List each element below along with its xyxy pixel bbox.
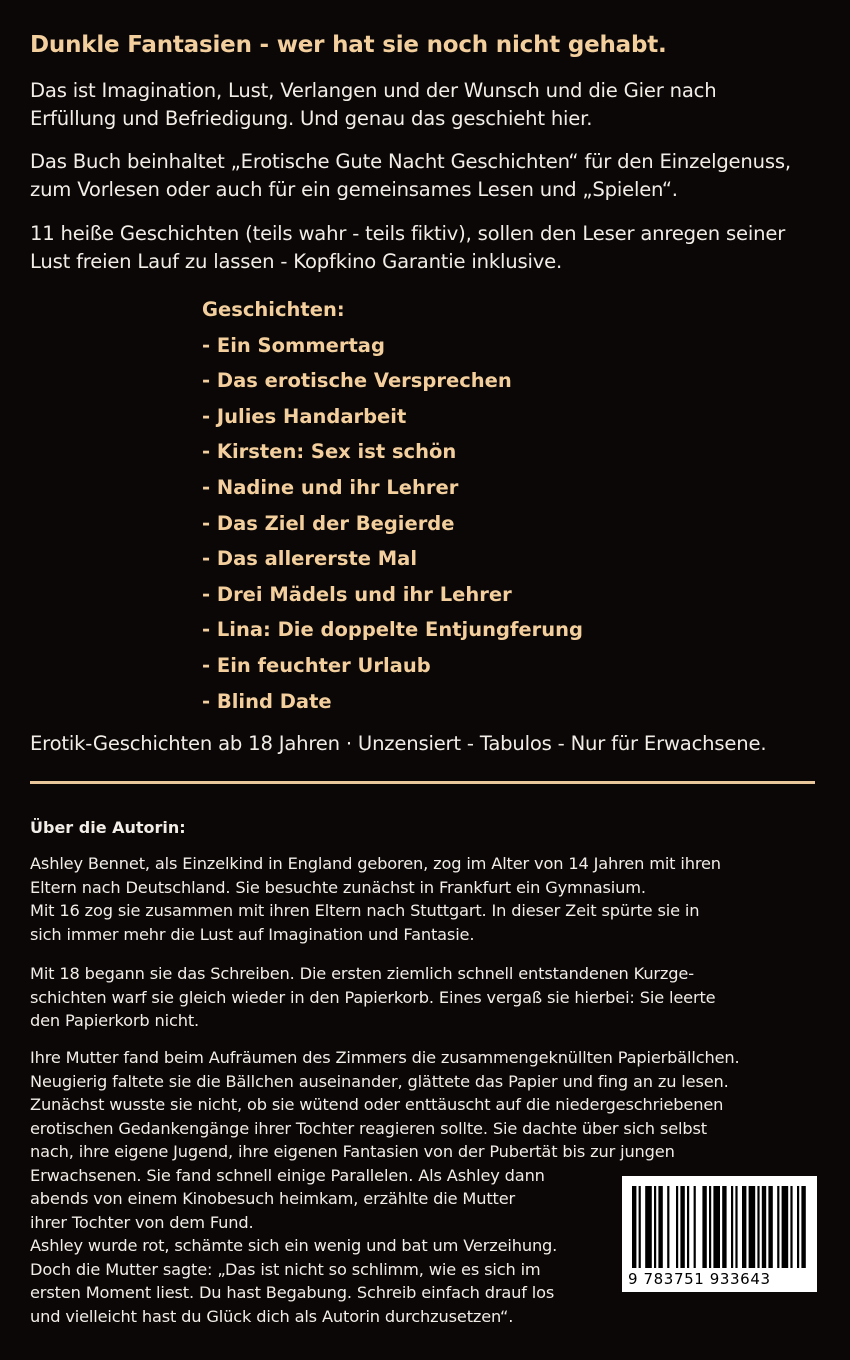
text-line: abends von einem Kinobesuch heimkam, erzählte die Mutter: [30, 1189, 516, 1208]
text-line: Doch die Mutter sagte: „Das ist nicht so schlimm, wie es sich im: [30, 1259, 541, 1279]
isbn-number: 9 783751 933643: [628, 1270, 771, 1288]
story-item: - Das allererste Mal: [202, 547, 418, 571]
barcode-bar: [687, 1186, 689, 1268]
bio-paragraph-1: [30, 852, 830, 946]
intro-paragraph-1: [30, 77, 830, 133]
barcode-bar: [782, 1186, 789, 1268]
story-item: - Ein Sommertag: [202, 333, 385, 357]
text-line: Ashley wurde rot, schämte sich ein wenig und bat um Verzeihung.: [30, 1236, 558, 1255]
barcode-bar: [645, 1186, 652, 1268]
text-line: Eltern nach Deutschland. Sie besuchte zunächst in Frankfurt ein Gymnasium.: [30, 877, 646, 897]
text-line: zum Vorlesen oder auch für ein gemeinsames Lesen und „Spielen“.: [30, 178, 678, 201]
text-line: den Papierkorb nicht.: [30, 1011, 200, 1030]
text-line: erotischen Gedankengänge ihrer Tochter reagieren sollte. Sie dachte über sich selbst: [30, 1118, 707, 1138]
text-line: 11 heiße Geschichten (teils wahr - teils fiktiv), sollen den Leser anregen seiner: [30, 222, 786, 245]
barcode-bar: [676, 1186, 678, 1268]
barcode-bar: [713, 1186, 720, 1268]
barcode-bar: [694, 1186, 696, 1268]
intro-paragraph-3: [30, 220, 830, 276]
text-line: Mit 18 begann sie das Schreiben. Die ersten ziemlich schnell entstandenen Kurzge-: [30, 964, 694, 983]
story-item: - Kirsten: Sex ist schön: [202, 440, 457, 464]
about-heading: Über die Autorin:: [30, 818, 186, 837]
headline: Dunkle Fantasien - wer hat sie noch nicht gehabt.: [30, 32, 667, 58]
text-line: Neugierig faltete sie die Bällchen auseinander, glättete das Papier und fing an zu lesen.: [30, 1071, 729, 1091]
story-item: - Blind Date: [202, 689, 332, 713]
barcode-bar: [680, 1186, 684, 1268]
barcode-bar: [731, 1186, 733, 1268]
story-item: - Lina: Die doppelte Entjungferung: [202, 618, 584, 642]
barcode-bar: [801, 1186, 805, 1268]
barcode-bar: [797, 1186, 799, 1268]
barcode-bar: [790, 1186, 792, 1268]
barcode-bar: [777, 1186, 779, 1268]
story-item: - Ein feuchter Urlaub: [202, 653, 431, 677]
story-item: - Nadine und ihr Lehrer: [202, 475, 459, 499]
text-line: Das Buch beinhaltet „Erotische Gute Nacht Geschichten“ für den Einzelgenuss,: [30, 150, 791, 173]
text-line: Das ist Imagination, Lust, Verlangen und der Wunsch und die Gier nach: [30, 79, 717, 102]
intro-paragraph-2: [30, 148, 830, 204]
barcode: [622, 1176, 817, 1292]
story-item: - Julies Handarbeit: [202, 404, 407, 428]
barcode-bar: [768, 1186, 772, 1268]
barcode-bar: [742, 1186, 746, 1268]
tagline: Erotik-Geschichten ab 18 Jahren · Unzensiert - Tabulos - Nur für Erwachsene.: [30, 732, 767, 755]
story-item: - Das Ziel der Begierde: [202, 511, 455, 535]
barcode-bar: [722, 1186, 726, 1268]
barcode-bar: [749, 1186, 756, 1268]
story-list-heading: Geschichten:: [202, 298, 345, 321]
barcode-icon: [632, 1186, 808, 1268]
text-line: Ihre Mutter fand beim Aufräumen des Zimmers die zusammengeknüllten Papierbällchen.: [30, 1048, 740, 1067]
barcode-bar: [735, 1186, 737, 1268]
barcode-bar: [658, 1186, 662, 1268]
text-line: Mit 16 zog sie zusammen mit ihren Eltern nach Stuttgart. In dieser Zeit spürte sie in: [30, 901, 700, 920]
barcode-bar: [762, 1186, 766, 1268]
text-line: und vielleicht hast du Glück dich als Autorin durchzusetzen“.: [30, 1306, 514, 1326]
text-line: Zunächst wusste sie nicht, ob sie wütend oder enttäuscht auf die niedergeschriebenen: [30, 1095, 724, 1114]
text-line: ihrer Tochter von dem Fund.: [30, 1212, 254, 1232]
text-line: ersten Moment liest. Du hast Begabung. Schreib einfach drauf los: [30, 1283, 555, 1302]
text-line: Ashley Bennet, als Einzelkind in England geboren, zog im Alter von 14 Jahren mit ihren: [30, 854, 721, 873]
barcode-bar: [639, 1186, 641, 1268]
barcode-bar: [667, 1186, 669, 1268]
text-line: sich immer mehr die Lust auf Imagination und Fantasie.: [30, 924, 475, 944]
story-item: - Das erotische Versprechen: [202, 369, 512, 393]
story-list: [202, 292, 583, 719]
barcode-bar: [632, 1186, 636, 1268]
story-item: - Drei Mädels und ihr Lehrer: [202, 582, 512, 606]
barcode-bar: [702, 1186, 706, 1268]
divider: [30, 781, 815, 784]
barcode-bar: [757, 1186, 759, 1268]
text-line: Lust freien Lauf zu lassen - Kopfkino Garantie inklusive.: [30, 250, 563, 273]
text-line: Erfüllung und Befriedigung. Und genau das geschieht hier.: [30, 107, 593, 130]
barcode-bar: [709, 1186, 711, 1268]
text-line: nach, ihre eigene Jugend, ihre eigenen Fantasien von der Pubertät bis zur jungen: [30, 1142, 675, 1161]
barcode-bar: [654, 1186, 656, 1268]
bio-paragraph-2: [30, 962, 830, 1033]
text-line: Erwachsenen. Sie fand schnell einige Parallelen. Als Ashley dann: [30, 1165, 545, 1185]
text-line: schichten warf sie gleich wieder in den Papierkorb. Eines vergaß sie hierbei: Sie leerte: [30, 987, 716, 1007]
